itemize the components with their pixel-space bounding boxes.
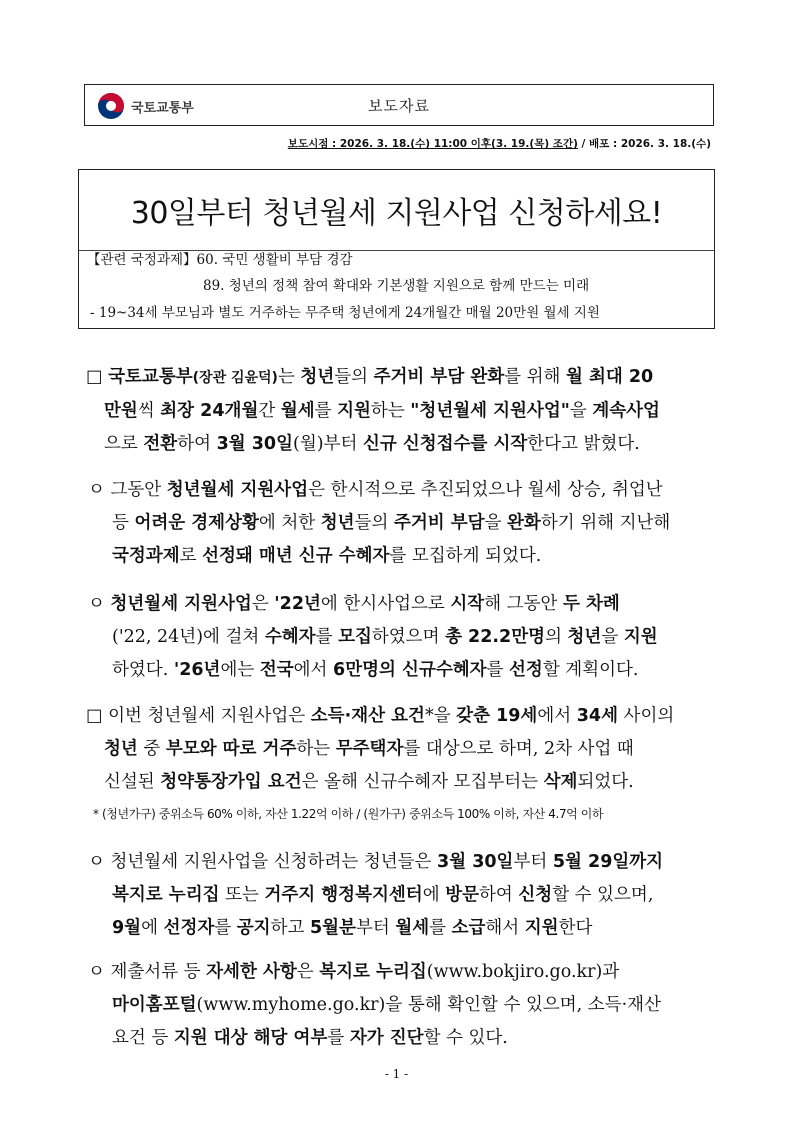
text-bold: 자세한 사항 xyxy=(206,962,297,982)
text-bold: 어려운 경제상황 xyxy=(134,513,259,533)
text-bold: 방문 xyxy=(445,885,479,905)
text: 하고 xyxy=(270,918,310,938)
text-bold: 월세 xyxy=(280,401,315,421)
text-bold: 5월분 xyxy=(309,918,356,938)
text: 에서 xyxy=(293,660,334,680)
text-bold: 월세 xyxy=(395,918,430,938)
text: 할 수 있으며, xyxy=(552,885,654,905)
footnote: * (청년가구) 중위소득 60% 이하, 자산 1.22억 이하 / (원가구) 중위소득 100% 이하, 자산 4.7억 이하 xyxy=(93,807,604,821)
text-bold: 3월 30일 xyxy=(216,434,293,454)
text-bold: 최장 24개월 xyxy=(160,401,259,421)
text: 으로 xyxy=(104,434,144,454)
box-marker: □ xyxy=(86,367,103,387)
text: 로 xyxy=(179,546,203,566)
text-bold: 신청 xyxy=(518,885,553,905)
distribution-time: / 배포 : 2026. 3. 18.(수) xyxy=(577,138,711,150)
page-title: 30일부터 청년월세 지원사업 신청하세요! xyxy=(130,196,663,231)
text-bold: 공지 xyxy=(236,918,271,938)
text-bold: 9월 xyxy=(112,918,142,938)
text-bold: 월 최대 20 xyxy=(565,367,654,387)
related-task-2: 89. 청년의 정책 참여 확대와 기본생활 지원으로 함께 만드는 미래 xyxy=(203,278,590,294)
text: 에 xyxy=(422,885,446,905)
text: 에 처한 xyxy=(258,513,321,533)
text: 중 xyxy=(137,739,166,759)
text-bold: 국정과제 xyxy=(112,546,180,566)
text-bold: 청년 xyxy=(104,739,138,759)
text-bold: 시작 xyxy=(450,594,485,614)
text: 하여 xyxy=(479,885,519,905)
text-bold: 복지로 누리집 xyxy=(112,885,220,905)
text-bold: 지원 xyxy=(524,918,559,938)
ministry-name: 국토교통부 xyxy=(131,101,194,116)
text: 사이의 xyxy=(617,706,675,726)
text: 해 그동안 xyxy=(484,594,563,614)
text: 그동안 xyxy=(110,480,167,500)
paragraph-4 xyxy=(86,700,674,799)
text-bold: 선정돼 매년 신규 수혜자 xyxy=(202,546,390,566)
text-bold: 계속사업 xyxy=(592,401,660,421)
text: 은 xyxy=(251,594,275,614)
text: 하는 xyxy=(370,401,411,421)
text-bold: 청년 xyxy=(320,513,355,533)
text: 부터 xyxy=(513,852,553,872)
text-bold: 전환 xyxy=(143,434,178,454)
text: 은 xyxy=(296,962,320,982)
text-bold: 모집 xyxy=(338,627,372,647)
text-bold: '26년 xyxy=(173,660,221,680)
text-bold: 삭제 xyxy=(543,772,578,792)
text: 을 xyxy=(601,627,624,647)
text-bold: 수혜자 xyxy=(264,627,316,647)
text-bold: 마이홈포털 xyxy=(112,995,197,1015)
text: 해서 xyxy=(485,918,525,938)
text-bold: 완화 xyxy=(507,513,541,533)
paragraph-6 xyxy=(88,956,661,1055)
paragraph-5 xyxy=(88,846,663,945)
text: 를 위해 xyxy=(504,367,566,387)
text: 신설된 xyxy=(104,772,161,792)
related-task-1: 【관련 국정과제】60. 국민 생활비 부담 경감 xyxy=(87,252,353,268)
text-bold: 선정자 xyxy=(163,918,215,938)
text-bold: 복지로 누리집 xyxy=(319,962,427,982)
text: 들의 xyxy=(354,513,394,533)
text: 를 모집하게 되었다. xyxy=(389,546,542,566)
circle-marker: ㅇ xyxy=(88,480,105,500)
text-bold: 신규 신청접수를 시작 xyxy=(362,434,528,454)
press-header xyxy=(84,84,714,126)
text-bold: 총 22.2만명 xyxy=(445,627,546,647)
text: 제출서류 등 xyxy=(110,962,207,982)
text: 에는 xyxy=(220,660,260,680)
embargo-time: 보도시점 : 2026. 3. 18.(수) 11:00 이후(3. 19.(목) 조간) xyxy=(287,138,578,150)
text: 하여 xyxy=(177,434,217,454)
paragraph-3 xyxy=(88,588,658,687)
text: 한다고 밝혔다. xyxy=(527,434,640,454)
text: (www.bokjiro.go.kr)과 xyxy=(426,962,620,982)
text: 를 xyxy=(327,1028,350,1048)
text-bold: 주거비 부담 완화 xyxy=(373,367,505,387)
text: (www.myhome.go.kr)을 통해 확인할 수 있으며, 소득·재산 xyxy=(196,995,661,1015)
text: 이번 청년월세 지원사업은 xyxy=(108,706,311,726)
circle-marker: ㅇ xyxy=(88,594,105,614)
circle-marker: ㅇ xyxy=(88,852,105,872)
text: 하였다. xyxy=(112,660,174,680)
text: 를 xyxy=(315,627,339,647)
text-bold: "청년월세 지원사업" xyxy=(410,401,570,421)
text: 요건 등 xyxy=(112,1028,174,1048)
text-bold: 선정 xyxy=(509,660,543,680)
box-marker: □ xyxy=(86,706,103,726)
text: 를 xyxy=(486,660,510,680)
text-bold: 갖춘 19세 xyxy=(456,706,538,726)
text: 등 xyxy=(112,513,135,533)
text-bold: 소급 xyxy=(451,918,486,938)
text: 하였으며 xyxy=(371,627,446,647)
text: 은 올해 신규수혜자 모집부터는 xyxy=(301,772,544,792)
paragraph-2 xyxy=(88,474,670,573)
summary-line: - 19~34세 부모님과 별도 거주하는 무주택 청년에게 24개월간 매월 20만원 월세 지원 xyxy=(90,305,600,321)
text-bold: 소득·재산 요건 xyxy=(310,706,425,726)
text-bold: 자가 진단 xyxy=(349,1028,424,1048)
text: (월)부터 xyxy=(293,434,363,454)
text: 하는 xyxy=(296,739,336,759)
text: 에서 xyxy=(537,706,577,726)
text-bold: 5월 29일까지 xyxy=(552,852,664,872)
text-bold: 부모와 따로 거주 xyxy=(165,739,297,759)
text: 한다 xyxy=(558,918,593,938)
text: 을 xyxy=(484,513,508,533)
text: 는 xyxy=(277,367,301,387)
text-bold: 3월 30일 xyxy=(437,852,514,872)
text-bold: 두 차례 xyxy=(562,594,620,614)
text-bold: 지원 xyxy=(623,627,658,647)
text-bold: 무주택자 xyxy=(335,739,404,759)
text: 를 xyxy=(314,401,338,421)
doc-type-label: 보도자료 xyxy=(368,97,430,115)
text-bold: 청년 xyxy=(300,367,335,387)
circle-marker: ㅇ xyxy=(88,962,105,982)
text: 에 xyxy=(141,918,164,938)
paragraph-1 xyxy=(86,361,660,461)
text-bold: 전국 xyxy=(259,660,294,680)
page-number: - 1 - xyxy=(384,1067,409,1081)
text-bold: 지원 xyxy=(337,401,371,421)
text: 에 한시사업으로 xyxy=(320,594,451,614)
text: 부터 xyxy=(355,918,396,938)
text-bold: 국토교통부 xyxy=(108,367,193,387)
text-bold: 34세 xyxy=(576,706,618,726)
text-bold: 지원 대상 해당 여부 xyxy=(173,1028,328,1048)
text: 들의 xyxy=(334,367,374,387)
text: 를 xyxy=(429,918,452,938)
text: 청년월세 지원사업을 신청하려는 청년들은 xyxy=(110,852,438,872)
text-bold: 주거비 부담 xyxy=(393,513,485,533)
text: 의 xyxy=(545,627,568,647)
text: ('22, 24년)에 걸쳐 xyxy=(112,627,265,647)
text-bold: 만원 xyxy=(104,401,138,421)
text-bold: 청년 xyxy=(567,627,602,647)
text: 하기 위해 지난해 xyxy=(540,513,671,533)
text: 되었다. xyxy=(577,772,634,792)
text-bold: 청년월세 지원사업 xyxy=(110,594,252,614)
text: 씩 xyxy=(137,401,161,421)
text: 할 수 있다. xyxy=(423,1028,508,1048)
text: 간 xyxy=(258,401,281,421)
text: 를 대상으로 하며, 2차 사업 때 xyxy=(403,739,634,759)
text-bold: 청약통장가입 요건 xyxy=(160,772,302,792)
text: 은 한시적으로 추진되었으나 월세 상승, 취업난 xyxy=(308,480,663,500)
text-bold: 청년월세 지원사업 xyxy=(166,480,309,500)
embargo-line xyxy=(288,136,711,151)
title-box xyxy=(78,169,715,329)
text-bold: 6만명의 신규수혜자 xyxy=(333,660,487,680)
text: *을 xyxy=(424,706,457,726)
text: 또는 xyxy=(219,885,265,905)
text: 를 xyxy=(214,918,237,938)
text-bold: (장관 김윤덕) xyxy=(192,370,278,386)
text-bold: 거주지 행정복지센터 xyxy=(264,885,423,905)
text-bold: '22년 xyxy=(274,594,321,614)
text: 할 계획이다. xyxy=(542,660,639,680)
text: 을 xyxy=(569,401,593,421)
